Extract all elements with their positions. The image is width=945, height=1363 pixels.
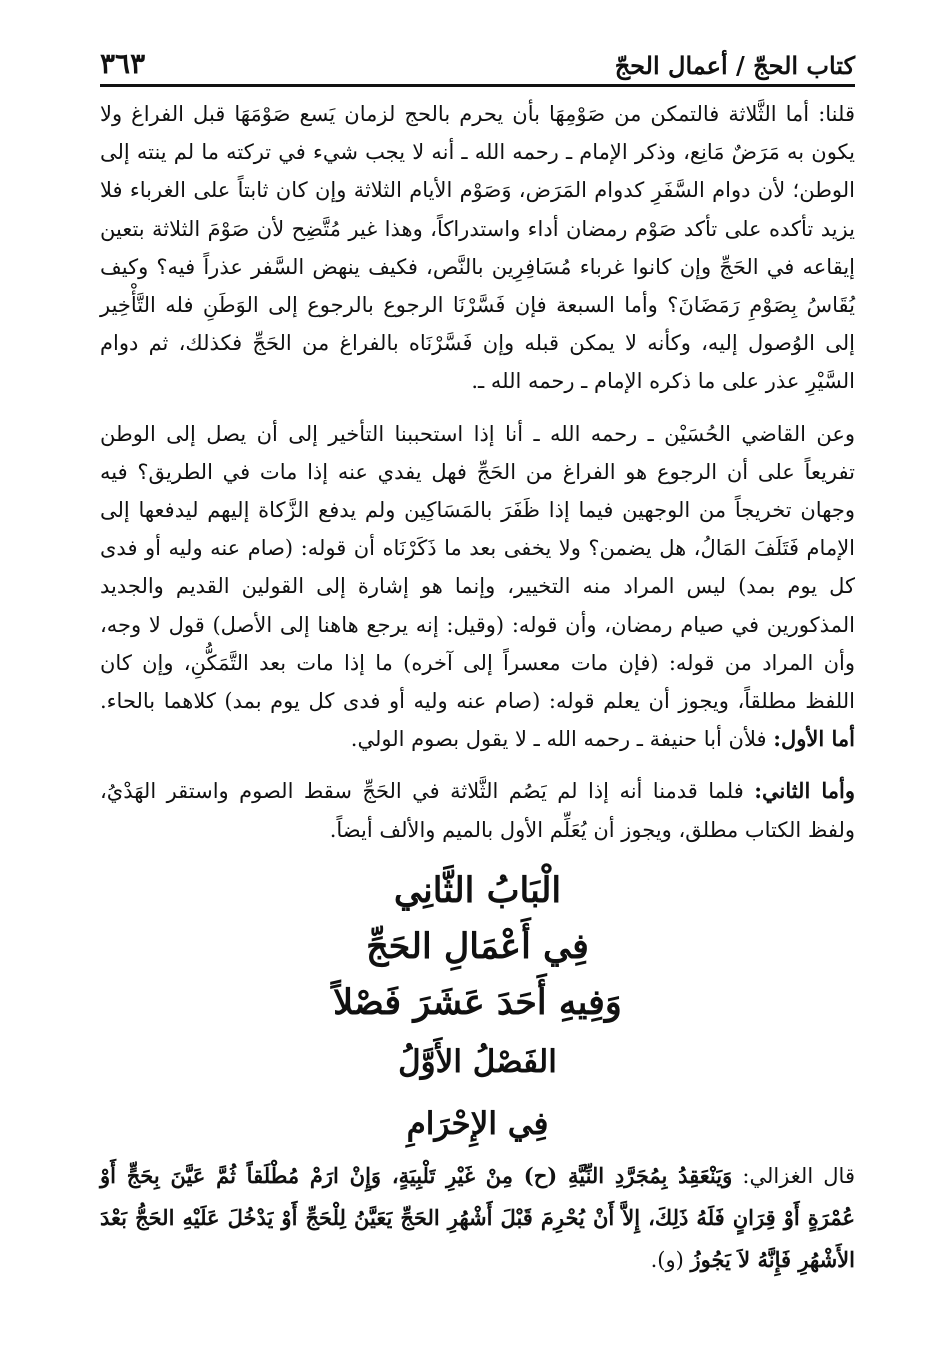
chapter-title: الْبَابُ الثَّانِي <box>393 869 562 911</box>
ghazali-quote <box>100 1155 855 1281</box>
chapter-subtitle: فِي أَعْمَالِ الحَجِّ <box>366 925 589 967</box>
section-title: الفَصْلُ الأَوَّلُ <box>398 1043 557 1080</box>
paragraph-1: قلنا: أما الثَّلاثة فالتمكن من صَوْمِهَا بأن يحرم بالحج لزمان يَسع صَوْمَهَا قبل الفراغ ولا يكون به مَرَضٌ مَانِع، وذكر الإمام ـ رحمه الله ـ أنه لا يجب شيء في تركته ما لم ينته إلى الوطن؛ لأن دوام السَّفَرِ كدوام المَرَض، وَصَوْم الأيام الثلاثة وإن كان ثابتاً على الغرباء فلا يزيد تأكده على تأكد صَوْم رمضان أداء واستدراكاً، وهذا غير مُتَّضِح لأن صَوْمَ الثلاثة بتعين إيقاعه في الحَجِّ وإن كانوا غرباء مُسَافِرِين بالنَّص، فكيف ينهض السَّفر عذراً فيه؟ وكيف يُقَاسُ بِصَوْمِ رَمَضَانَ؟ وأما السبعة فإن فَسَّرْنَا الرجوع بالرجوع إلى الوَطَنِ فله التَّأْخِير إلى الوُصول إليه، وكأنه لا يمكن قبله وإن فَسَّرْنَاه بالفراغ من الحَجِّ فكذلك، ثم دوام السَّيْرِ عذر على ما ذكره الإمام ـ رحمه الله ـ. <box>100 102 855 394</box>
section-subtitle: فِي الإِحْرَامِ <box>406 1105 549 1142</box>
paragraph-2-tail: فلأن أبا حنيفة ـ رحمه الله ـ لا يقول بصوم الولي. <box>350 727 767 752</box>
running-title: كتاب الحجّ / أعمال الحجّ <box>614 51 855 80</box>
quote-tail: (و). <box>650 1247 684 1272</box>
paragraph-2 <box>100 415 855 759</box>
paragraph-2-lead: أما الأول: <box>773 726 855 752</box>
page-number: ٣٦٣ <box>100 47 146 80</box>
quote-text: وَيَنْعَقِدُ بِمُجَرَّدِ النِّيَّةِ (ح) مِنْ غَيْرِ تَلْبِيَةٍ، وَإِنْ ارَمْ مُطْلَقاً ثُمَّ عَيَّنَ بِحَجٍّ أَوْ عُمْرَةٍ أَوْ قِرَانٍ فَلَهُ ذَلِكَ، إِلاَّ أَنْ يُحْرِمَ قَبْلَ أَشْهُرِ الحَجِّ يَعَيَّنُ لِلْحَجِّ أَوْ يَدْخُلَ عَلَيْهِ الحَجُّ بَعْدَ الأَشْهُرِ فَإِنَّهُ لاَ يَجُوزُ <box>100 1162 855 1272</box>
page-header <box>100 40 855 87</box>
book-page <box>100 40 855 1281</box>
paragraph-3-text: فلما قدمنا أنه إذا لم يَصُم الثَّلاثة في الحَجِّ سقط الصوم واستقر الهَدْيُ، ولفظ الكتاب مطلق، ويجوز أن يُعَلِّم الأول بالميم والألف أيضاً. <box>100 779 855 842</box>
paragraph-2-text: وعن القاضي الحُسَيْن ـ رحمه الله ـ أنا إذا استحببنا التأخير إلى أن يصل إلى الوطن تفريعاً على أن الرجوع هو الفراغ من الحَجِّ فهل يفدي عنه إذا مات في الطريق؟ فيه وجهان تخريجاً من الوجهين فيما إذا ظَفَرَ بالمَسَاكِين ولم يدفع الزَّكاة إليهم ليدفعها إلى الإمام فَتَلَفَ المَالُ، هل يضمن؟ ولا يخفى بعد ما ذَكَرْنَاه أن قوله: (صام عنه وليه أو فدى كل يوم بمد) ليس المراد منه التخيير، وإنما هو إشارة إلى القولين القديم والجديد المذكورين في صيام رمضان، وأن قوله: (وقيل: إنه يرجع هاهنا إلى الأصل) قول لا وجه، وأن المراد من قوله: (فإن مات معسراً إلى آخره) ما إذا مات بعد التَّمَكُّنِ، وإن كان اللفظ مطلقاً، ويجوز أن يعلم قوله: (صام عنه وليه أو فدى كل يوم بمد) كلاهما بالحاء. <box>100 421 855 714</box>
quote-lead: قال الغزالي: <box>742 1163 855 1188</box>
paragraph-3 <box>100 772 855 848</box>
chapter-section-count: وَفِيهِ أَحَدَ عَشَرَ فَصْلاً <box>333 981 622 1023</box>
paragraph-3-lead: وأما الثاني: <box>754 778 855 804</box>
